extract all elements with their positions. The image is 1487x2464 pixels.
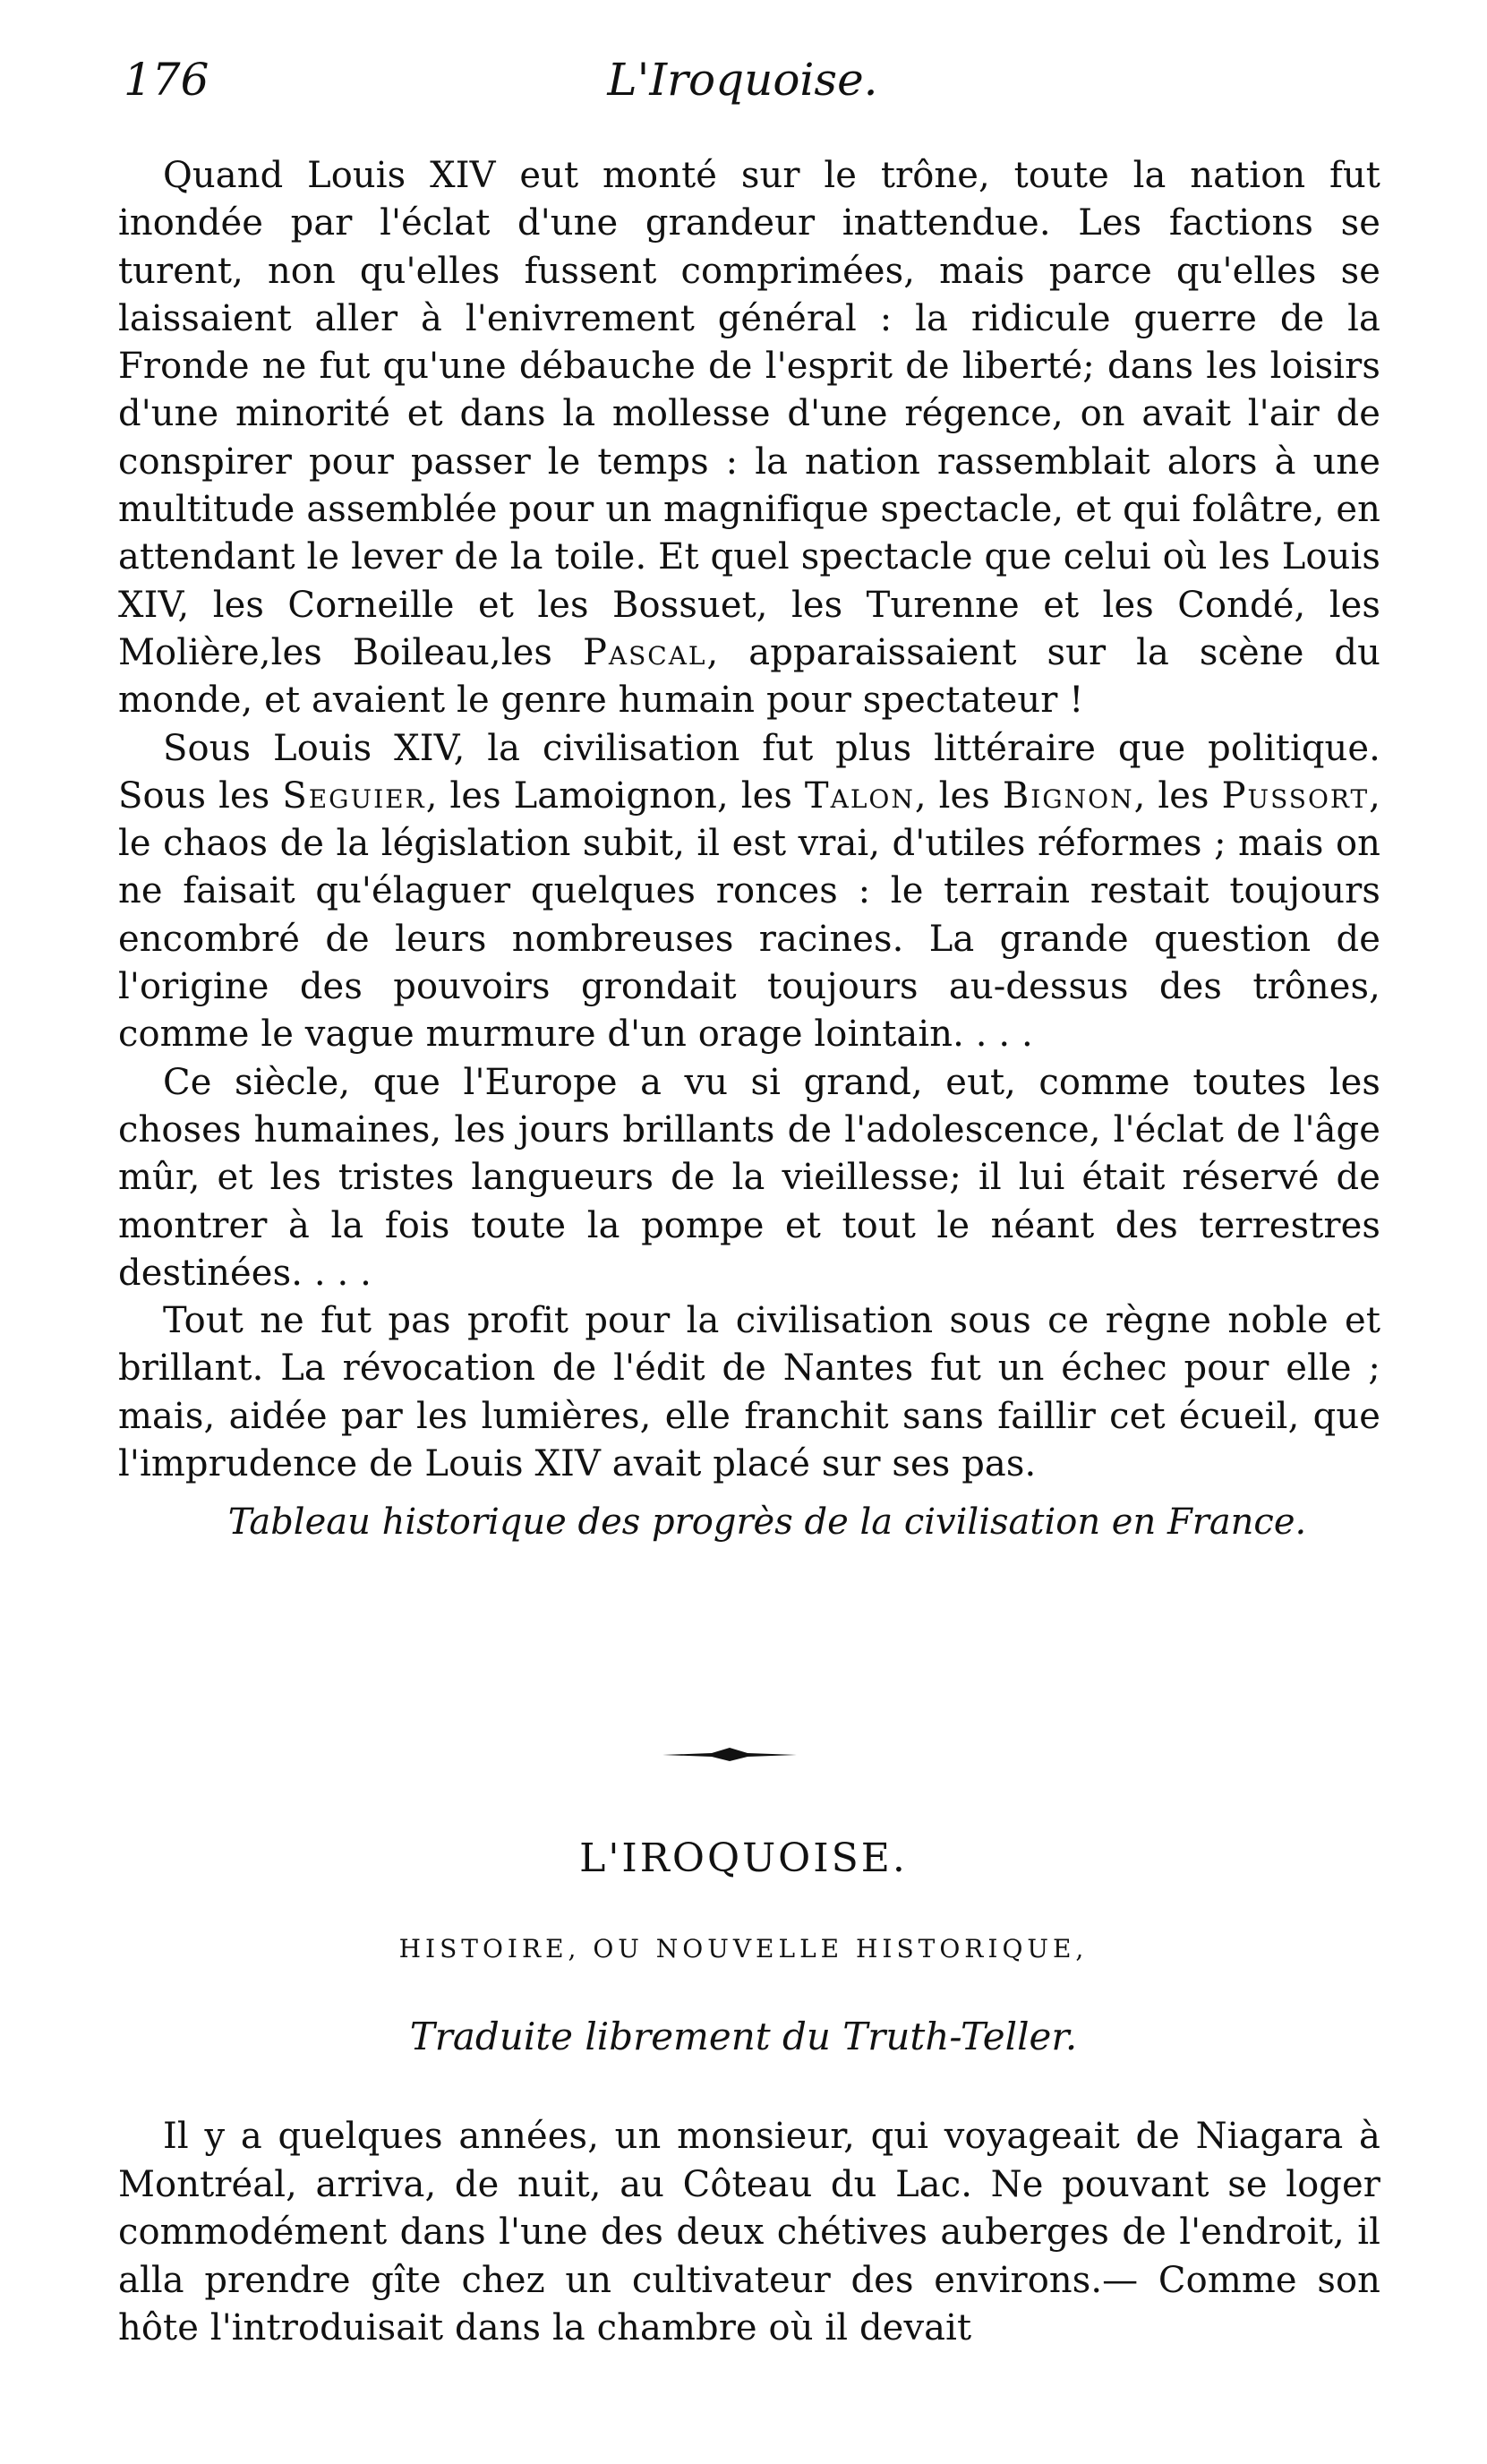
- excerpt-p2-c: , les: [914, 774, 990, 817]
- page-number: 176: [124, 54, 209, 106]
- excerpt-p1-end: , apparaissaient sur la scène du monde, et avaient le genre humain pour spectateur !: [118, 631, 1380, 722]
- story-paragraph-1: Il y a quelques années, un monsieur, qui voyageait de Niagara à Montréal, arriva, de nuit, au Côteau du Lac. Ne pouvant se loger commodément dans l'une des deux chétives auberges de l'endroit, il alla prendre gîte chez un cultivateur des environs.— Comme son hôte l'introduisait dans la chambre où il devait: [118, 2116, 1380, 2348]
- excerpt-p2-d: , les: [1133, 774, 1209, 817]
- excerpt-paragraph-2: [118, 725, 1380, 1059]
- story-title: L'IROQUOISE.: [579, 1835, 908, 1881]
- historical-excerpt: [118, 152, 1380, 1546]
- excerpt-p2-b: , les Lamoignon, les: [425, 774, 792, 817]
- name-seguier: Seguier: [282, 774, 426, 817]
- excerpt-paragraph-1: [118, 152, 1380, 725]
- name-talon: Talon: [804, 774, 915, 817]
- excerpt-p2-e: , le chaos de la législation subit, il est vrai, d'utiles réformes ; mais on ne faisait qu'élaguer quelques ronces : le terrain restait toujours encombré de leurs nombreuses racines. La grande question de l'origine des pouvoirs grondait toujours au-dessus des trônes, comme le vague murmure d'un orage lointain. . . .: [118, 774, 1380, 1056]
- excerpt-paragraph-4: Tout ne fut pas profit pour la civilisation sous ce règne noble et brillant. La révocation de l'édit de Nantes fut un échec pour elle ; mais, aidée par les lumières, elle franchit sans faillir cet écueil, que l'imprudence de Louis XIV avait placé sur ses pas.: [118, 1300, 1380, 1485]
- section-divider-ornament: [662, 1746, 797, 1764]
- name-pascal: Pascal: [582, 631, 707, 673]
- running-head: L'Iroquoise.: [607, 54, 878, 106]
- story-subtitle: HISTOIRE, OU NOUVELLE HISTORIQUE,: [398, 1934, 1089, 1964]
- excerpt-p2-a: Sous Louis XIV, la civilisation fut plus littéraire que politique. Sous les: [118, 727, 1380, 817]
- story-body: [118, 2113, 1380, 2353]
- source-citation: Tableau historique des progrès de la civilisation en France.: [227, 1502, 1307, 1544]
- excerpt-p1-text: Quand Louis XIV eut monté sur le trône, toute la nation fut inondée par l'éclat d'une grandeur inattendue. Les factions se turent, non qu'elles fussent comprimées, mais parce qu'elles se laissaient aller à l'enivrement général : la ridicule guerre de la Fronde ne fut qu'une débauche de l'esprit de liberté; dans les loisirs d'une minorité et dans la mollesse d'une régence, on avait l'air de conspirer pour passer le temps : la nation rassemblait alors à une multitude assemblée pour un magnifique spectacle, et qui folâtre, en attendant le lever de la toile. Et quel spectacle que celui où les Louis XIV, les Corneille et les Bossuet, les Turenne et les Condé, les Molière,les Boileau,les: [118, 155, 1380, 673]
- name-bignon: Bignon: [1002, 774, 1134, 817]
- excerpt-paragraph-3: Ce siècle, que l'Europe a vu si grand, eut, comme toutes les choses humaines, les jours brillants de l'adolescence, l'éclat de l'âge mûr, et les tristes langueurs de la vieillesse; il lui était réservé de montrer à la fois toute la pompe et tout le néant des terrestres destinées. . . .: [118, 1061, 1380, 1294]
- page-header: [124, 54, 1362, 116]
- name-pussort: Pussort: [1221, 774, 1370, 817]
- translator-note: Traduite librement du Truth-Teller.: [409, 2015, 1078, 2058]
